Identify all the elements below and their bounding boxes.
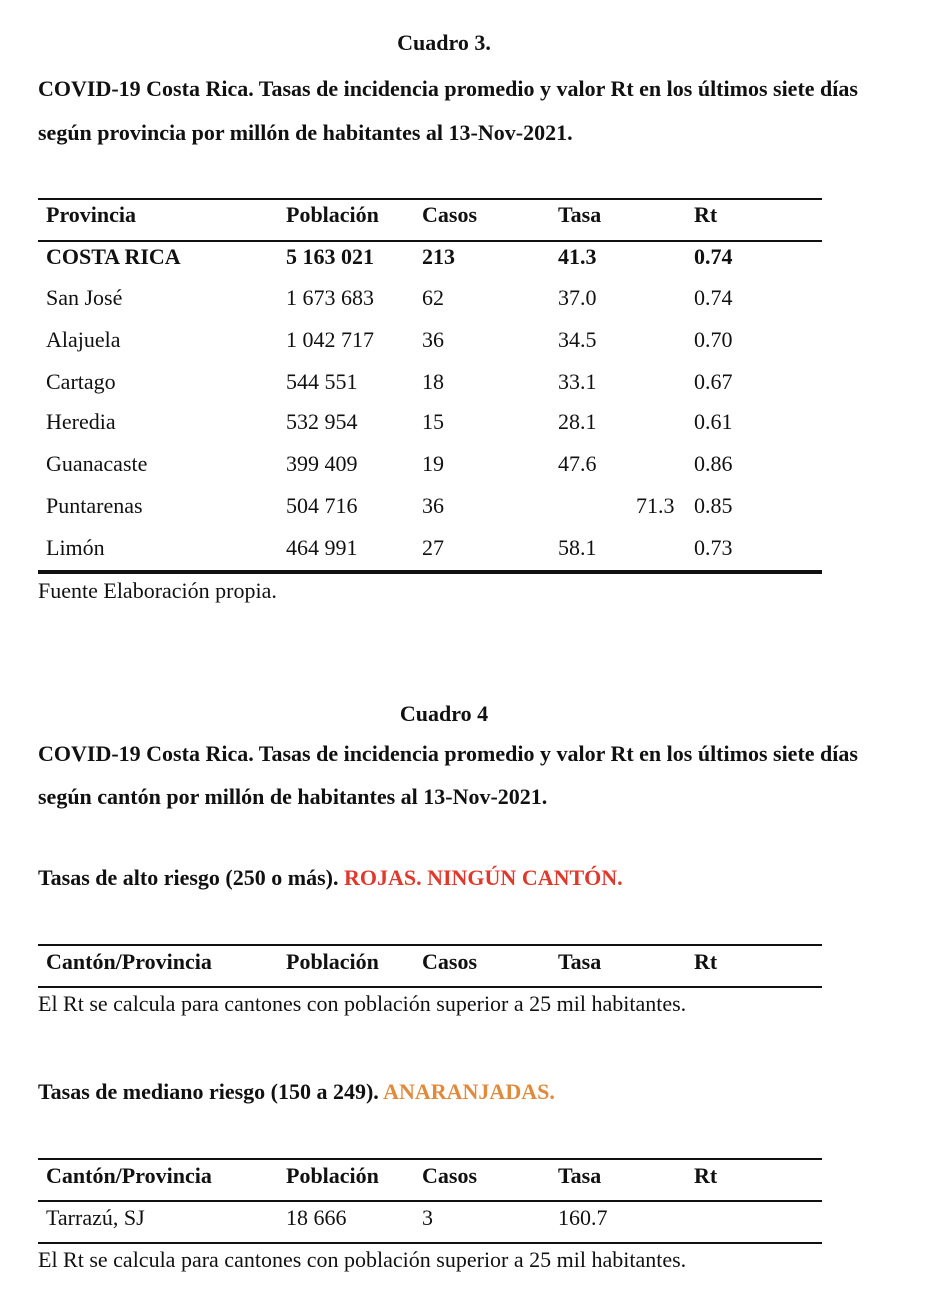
- row-limon-provincia: Limón: [46, 535, 105, 560]
- row-alajuela-rt: 0.70: [694, 327, 733, 352]
- alto-header-tasa: Tasa: [558, 949, 602, 974]
- row-tarrazu-canton: Tarrazú, SJ: [46, 1205, 145, 1230]
- row-guanacaste-casos: 19: [422, 451, 444, 476]
- row-cartago-tasa: 33.1: [558, 369, 597, 394]
- mediano-header-rt: Rt: [694, 1163, 718, 1188]
- cuadro4-title-line2: según cantón por millón de habitantes al 13-Nov-2021.: [38, 784, 548, 809]
- row-costa-rica-casos: 213: [422, 244, 455, 269]
- header-rt: Rt: [694, 202, 718, 227]
- header-poblacion: Población: [286, 202, 379, 227]
- mediano-riesgo-label: Tasas de mediano riesgo (150 a 249).: [38, 1079, 379, 1104]
- cuadro3-source: Fuente Elaboración propia.: [38, 578, 277, 603]
- alto-header-casos: Casos: [422, 949, 478, 974]
- row-cartago-poblacion: 544 551: [286, 369, 358, 394]
- row-san-jose-provincia: San José: [46, 285, 123, 310]
- row-costa-rica-tasa: 41.3: [558, 244, 597, 269]
- row-guanacaste-provincia: Guanacaste: [46, 451, 148, 476]
- row-costa-rica-poblacion: 5 163 021: [286, 244, 374, 269]
- row-alajuela-poblacion: 1 042 717: [286, 327, 374, 352]
- cuadro3-title-line2: según provincia por millón de habitantes al 13-Nov-2021.: [38, 120, 573, 145]
- row-limon-poblacion: 464 991: [286, 535, 358, 560]
- row-puntarenas-provincia: Puntarenas: [46, 493, 143, 518]
- row-san-jose-rt: 0.74: [694, 285, 733, 310]
- row-guanacaste-rt: 0.86: [694, 451, 733, 476]
- row-heredia-rt: 0.61: [694, 409, 733, 434]
- cuadro3-title-line1: COVID-19 Costa Rica. Tasas de incidencia promedio y valor Rt en los últimos siete días: [38, 76, 858, 101]
- mediano-note: El Rt se calcula para cantones con población superior a 25 mil habitantes.: [38, 1247, 687, 1272]
- row-cartago-casos: 18: [422, 369, 444, 394]
- row-guanacaste-poblacion: 399 409: [286, 451, 358, 476]
- alto-note: El Rt se calcula para cantones con población superior a 25 mil habitantes.: [38, 991, 687, 1016]
- row-costa-rica-provincia: COSTA RICA: [46, 244, 181, 269]
- mediano-table-bottom-rule: [38, 1242, 822, 1244]
- row-limon-rt: 0.73: [694, 535, 733, 560]
- row-heredia-casos: 15: [422, 409, 444, 434]
- alto-table-top-rule: [38, 944, 822, 946]
- alto-header-poblacion: Población: [286, 949, 379, 974]
- mediano-header-tasa: Tasa: [558, 1163, 602, 1188]
- header-provincia: Provincia: [46, 202, 137, 227]
- alto-header-rt: Rt: [694, 949, 718, 974]
- row-tarrazu-casos: 3: [422, 1205, 433, 1230]
- cuadro3-number: Cuadro 3.: [397, 30, 491, 55]
- row-puntarenas-poblacion: 504 716: [286, 493, 358, 518]
- row-alajuela-casos: 36: [422, 327, 444, 352]
- mediano-table-top-rule: [38, 1158, 822, 1160]
- alto-riesgo-highlight: ROJAS. NINGÚN CANTÓN.: [343, 865, 623, 890]
- mediano-header-canton: Cantón/Provincia: [46, 1163, 212, 1188]
- alto-riesgo-label: Tasas de alto riesgo (250 o más).: [38, 865, 339, 890]
- mediano-header-casos: Casos: [422, 1163, 478, 1188]
- row-puntarenas-casos: 36: [422, 493, 444, 518]
- mediano-riesgo-heading: [38, 1079, 555, 1105]
- header-rule: [38, 240, 822, 242]
- row-alajuela-tasa: 34.5: [558, 327, 597, 352]
- row-heredia-provincia: Heredia: [46, 409, 116, 434]
- row-heredia-tasa: 28.1: [558, 409, 597, 434]
- table-bottom-rule: [38, 570, 822, 574]
- row-costa-rica-rt: 0.74: [694, 244, 733, 269]
- row-limon-tasa: 58.1: [558, 535, 597, 560]
- mediano-header-poblacion: Población: [286, 1163, 379, 1188]
- alto-header-rule: [38, 986, 822, 988]
- mediano-riesgo-highlight: ANARANJADAS.: [383, 1079, 555, 1104]
- table-top-rule: [38, 198, 822, 200]
- row-san-jose-tasa: 37.0: [558, 285, 597, 310]
- alto-header-canton: Cantón/Provincia: [46, 949, 212, 974]
- alto-riesgo-heading: [38, 865, 623, 891]
- cuadro4-title-line1: COVID-19 Costa Rica. Tasas de incidencia promedio y valor Rt en los últimos siete días: [38, 741, 858, 766]
- row-cartago-provincia: Cartago: [46, 369, 116, 394]
- row-san-jose-casos: 62: [422, 285, 444, 310]
- row-puntarenas-rt: 0.85: [694, 493, 733, 518]
- row-limon-casos: 27: [422, 535, 444, 560]
- row-alajuela-provincia: Alajuela: [46, 327, 121, 352]
- row-cartago-rt: 0.67: [694, 369, 733, 394]
- header-casos: Casos: [422, 202, 478, 227]
- row-heredia-poblacion: 532 954: [286, 409, 358, 434]
- header-tasa: Tasa: [558, 202, 602, 227]
- cuadro4-number: Cuadro 4: [399, 701, 489, 726]
- row-san-jose-poblacion: 1 673 683: [286, 285, 374, 310]
- row-guanacaste-tasa: 47.6: [558, 451, 597, 476]
- row-puntarenas-tasa: 71.3: [636, 493, 675, 518]
- mediano-header-rule: [38, 1200, 822, 1202]
- row-tarrazu-tasa: 160.7: [558, 1205, 608, 1230]
- row-tarrazu-poblacion: 18 666: [286, 1205, 347, 1230]
